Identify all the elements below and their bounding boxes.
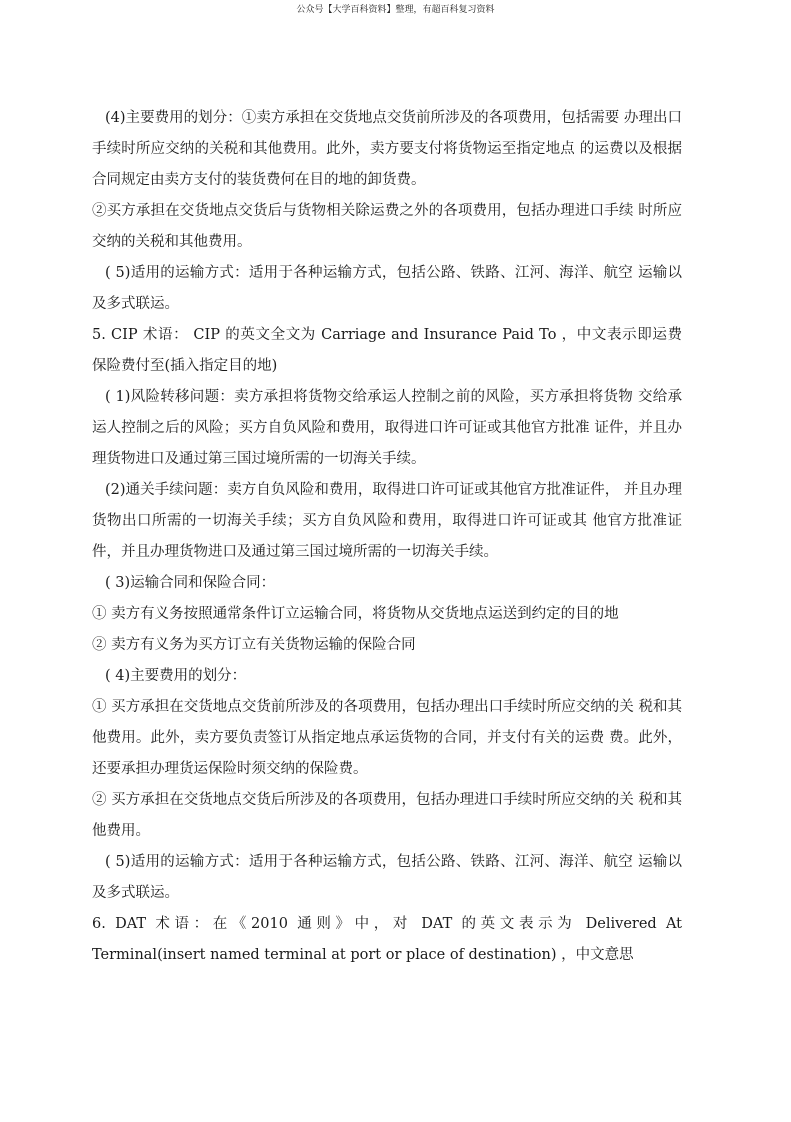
paragraph-cpt-cost-division: (4)主要费用的划分：①卖方承担在交货地点交货前所涉及的各项费用，包括需要 办理出口手续时所应交纳的关税和其他费用。此外，卖方要支付将货物运至指定地点 的运费以及根据合同规定由卖方支付的装货费何在目的地的卸货费。 (92, 110, 682, 188)
paragraph-cip-transport-modes: ( 5)适用的运输方式：适用于各种运输方式，包括公路、铁路、江河、海洋、航空 运输以及多式联运。 (92, 854, 682, 901)
page-header: 公众号【大学百科资料】整理，有超百科复习资料 (296, 5, 495, 15)
paragraph-cpt-transport-modes: ( 5)适用的运输方式：适用于各种运输方式，包括公路、铁路、江河、海洋、航空 运输以及多式联运。 (92, 265, 682, 312)
paragraph-cip-contracts-heading: ( 3)运输合同和保险合同： (105, 575, 276, 591)
paragraph-cpt-buyer-costs: ②买方承担在交货地点交货后与货物相关除运费之外的各项费用，包括办理进口手续 时所应交纳的关税和其他费用。 (92, 203, 682, 250)
paragraph-cip-cost-heading: ( 4)主要费用的划分： (105, 668, 247, 684)
paragraph-cip-customs: (2)通关手续问题：卖方自负风险和费用，取得进口许可证或其他官方批准证件， 并且办理货物出口所需的一切海关手续；买方自负风险和费用，取得进口许可证或其 他官方批准证件，并且办理货物进口及通过第三国过境所需的一切海关手续。 (92, 482, 682, 560)
document-body (92, 103, 682, 971)
paragraph-cip-risk-transfer: ( 1)风险转移问题：卖方承担将货物交给承运人控制之前的风险，买方承担将货物 交给承运人控制之后的风险；买方自负风险和费用，取得进口许可证或其他官方批准 证件，并且办理货物进口及通过第三国过境所需的一切海关手续。 (92, 389, 682, 467)
paragraph-cip-cost-1: ① 买方承担在交货地点交货前所涉及的各项费用，包括办理出口手续时所应交纳的关 税和其他费用。此外，卖方要负责签订从指定地点承运货物的合同，并支付有关的运费 费。此外，还要承担办理货运保险时须交纳的保险费。 (92, 699, 682, 777)
paragraph-cip-cost-2: ② 买方承担在交货地点交货后所涉及的各项费用，包括办理进口手续时所应交纳的关 税和其他费用。 (92, 792, 682, 839)
paragraph-cip-heading: 5. CIP 术语： CIP 的英文全文为 Carriage and Insurance Paid To ，中文表示即运费 保险费付至(插入指定目的地) (92, 327, 682, 374)
paragraph-cip-contract-2: ② 卖方有义务为买方订立有关货物运输的保险合同 (92, 637, 416, 653)
paragraph-cip-contract-1: ① 卖方有义务按照通常条件订立运输合同，将货物从交货地点运送到约定的目的地 (92, 606, 619, 622)
paragraph-dat-heading: 6. DAT 术语：在《2010 通则》中，对 DAT 的英文表示为 Delivered At Terminal(insert named terminal at port or place of destination) ，中文意思 (92, 916, 682, 963)
